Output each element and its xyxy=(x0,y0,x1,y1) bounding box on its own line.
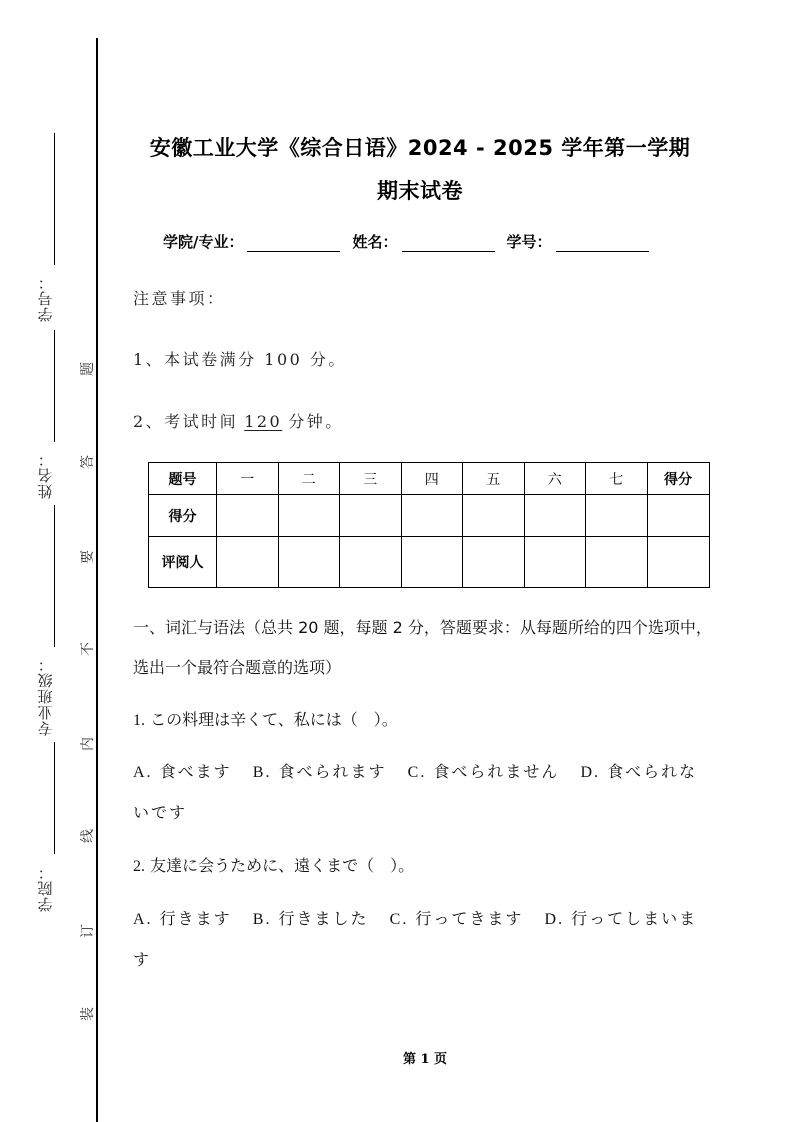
seal-char: 答 xyxy=(80,455,96,469)
header-cell: 六 xyxy=(524,463,586,495)
notice-item-2-suffix: 分钟。 xyxy=(288,412,344,431)
option-key: B. xyxy=(252,764,272,781)
option-b: 食べられます xyxy=(278,762,387,781)
row-label: 评阅人 xyxy=(149,537,217,588)
college-major-label: 学院/专业： xyxy=(163,233,244,251)
score-cell[interactable] xyxy=(524,495,586,537)
exam-subtitle: 期末试卷 xyxy=(377,179,463,203)
score-cell[interactable] xyxy=(217,495,279,537)
reviewer-cell[interactable] xyxy=(340,537,402,588)
reviewer-cell[interactable] xyxy=(217,537,279,588)
notice-heading: 注意事项： xyxy=(133,289,226,308)
score-cell[interactable] xyxy=(463,495,525,537)
question-1 xyxy=(133,700,713,741)
header-cell: 一 xyxy=(217,463,279,495)
seal-char: 线 xyxy=(80,829,96,843)
score-cell[interactable] xyxy=(647,495,709,537)
option-key: D. xyxy=(580,764,601,781)
notice-item-2 xyxy=(133,409,344,432)
notice-item-2-prefix: 2、考试时间 xyxy=(133,412,239,431)
option-d: 行ってしまいます xyxy=(133,909,698,969)
question-number: 2. xyxy=(133,858,145,875)
option-key: C. xyxy=(407,764,427,781)
option-d: 食べられないです xyxy=(133,762,698,822)
reviewer-cell[interactable] xyxy=(401,537,463,588)
reviewer-cell[interactable] xyxy=(647,537,709,588)
score-cell[interactable] xyxy=(340,495,402,537)
header-cell: 题号 xyxy=(149,463,217,495)
seal-char: 题 xyxy=(80,362,96,376)
question-text: この料理は辛くて、私には（ ）。 xyxy=(150,710,398,729)
option-c: 行ってきます xyxy=(415,909,524,928)
option-key: B. xyxy=(252,911,272,928)
score-cell[interactable] xyxy=(278,495,340,537)
seal-char: 不 xyxy=(80,642,96,656)
question-text: 友達に会うために、遠くまで（ ）。 xyxy=(150,856,415,875)
option-key: A. xyxy=(133,911,153,928)
question-1-options xyxy=(133,752,713,833)
name-field[interactable] xyxy=(402,236,495,252)
seal-char: 装 xyxy=(80,1007,96,1021)
student-info-line xyxy=(163,231,661,252)
question-2 xyxy=(133,846,713,887)
option-a: 行きます xyxy=(159,909,232,928)
option-key: C. xyxy=(389,911,409,928)
seal-char: 内 xyxy=(80,737,96,751)
row-label: 得分 xyxy=(149,495,217,537)
reviewer-cell[interactable] xyxy=(524,537,586,588)
question-number: 1. xyxy=(133,712,145,729)
student-id-field[interactable] xyxy=(556,236,649,252)
name-underline xyxy=(54,330,55,442)
seal-char: 要 xyxy=(80,550,96,564)
header-cell: 四 xyxy=(401,463,463,495)
margin-label-name: 姓名： xyxy=(36,451,55,499)
option-key: D. xyxy=(544,911,565,928)
college-underline xyxy=(54,742,55,854)
option-a: 食べます xyxy=(159,762,232,781)
reviewer-cell[interactable] xyxy=(586,537,648,588)
header-cell: 三 xyxy=(340,463,402,495)
header-cell: 五 xyxy=(463,463,525,495)
notice-item-1: 1、本试卷满分 100 分。 xyxy=(133,350,347,369)
table-row xyxy=(149,495,710,537)
student-id-underline xyxy=(54,133,55,265)
score-table-header xyxy=(149,463,710,495)
seal-char: 订 xyxy=(80,924,96,938)
question-2-options xyxy=(133,899,713,980)
major-class-underline xyxy=(54,505,55,647)
exam-title: 安徽工业大学《综合日语》2024 - 2025 学年第一学期 xyxy=(149,136,691,160)
header-cell: 二 xyxy=(278,463,340,495)
score-table xyxy=(148,462,710,588)
margin-label-major-class: 专业班级： xyxy=(36,656,55,736)
score-cell[interactable] xyxy=(401,495,463,537)
student-id-label: 学号： xyxy=(506,233,552,251)
header-cell: 得分 xyxy=(647,463,709,495)
exam-duration-value: 120 xyxy=(244,412,283,431)
header-cell: 七 xyxy=(586,463,648,495)
table-row xyxy=(149,537,710,588)
option-c: 食べられません xyxy=(433,762,560,781)
reviewer-cell[interactable] xyxy=(463,537,525,588)
score-cell[interactable] xyxy=(586,495,648,537)
section-1-heading: 一、词汇与语法（总共 20 题，每题 2 分，答题要求：从每题所给的四个选项中，选出一个最符合题意的选项） xyxy=(133,618,712,677)
college-major-field[interactable] xyxy=(247,236,340,252)
margin-label-college: 学院： xyxy=(36,864,55,912)
page-number: 第 1 页 xyxy=(402,1052,448,1067)
margin-label-student-id: 学号： xyxy=(36,274,55,322)
reviewer-cell[interactable] xyxy=(278,537,340,588)
option-key: A. xyxy=(133,764,153,781)
option-b: 行きました xyxy=(278,909,369,928)
binding-line xyxy=(96,38,98,1122)
name-label: 姓名： xyxy=(352,233,398,251)
